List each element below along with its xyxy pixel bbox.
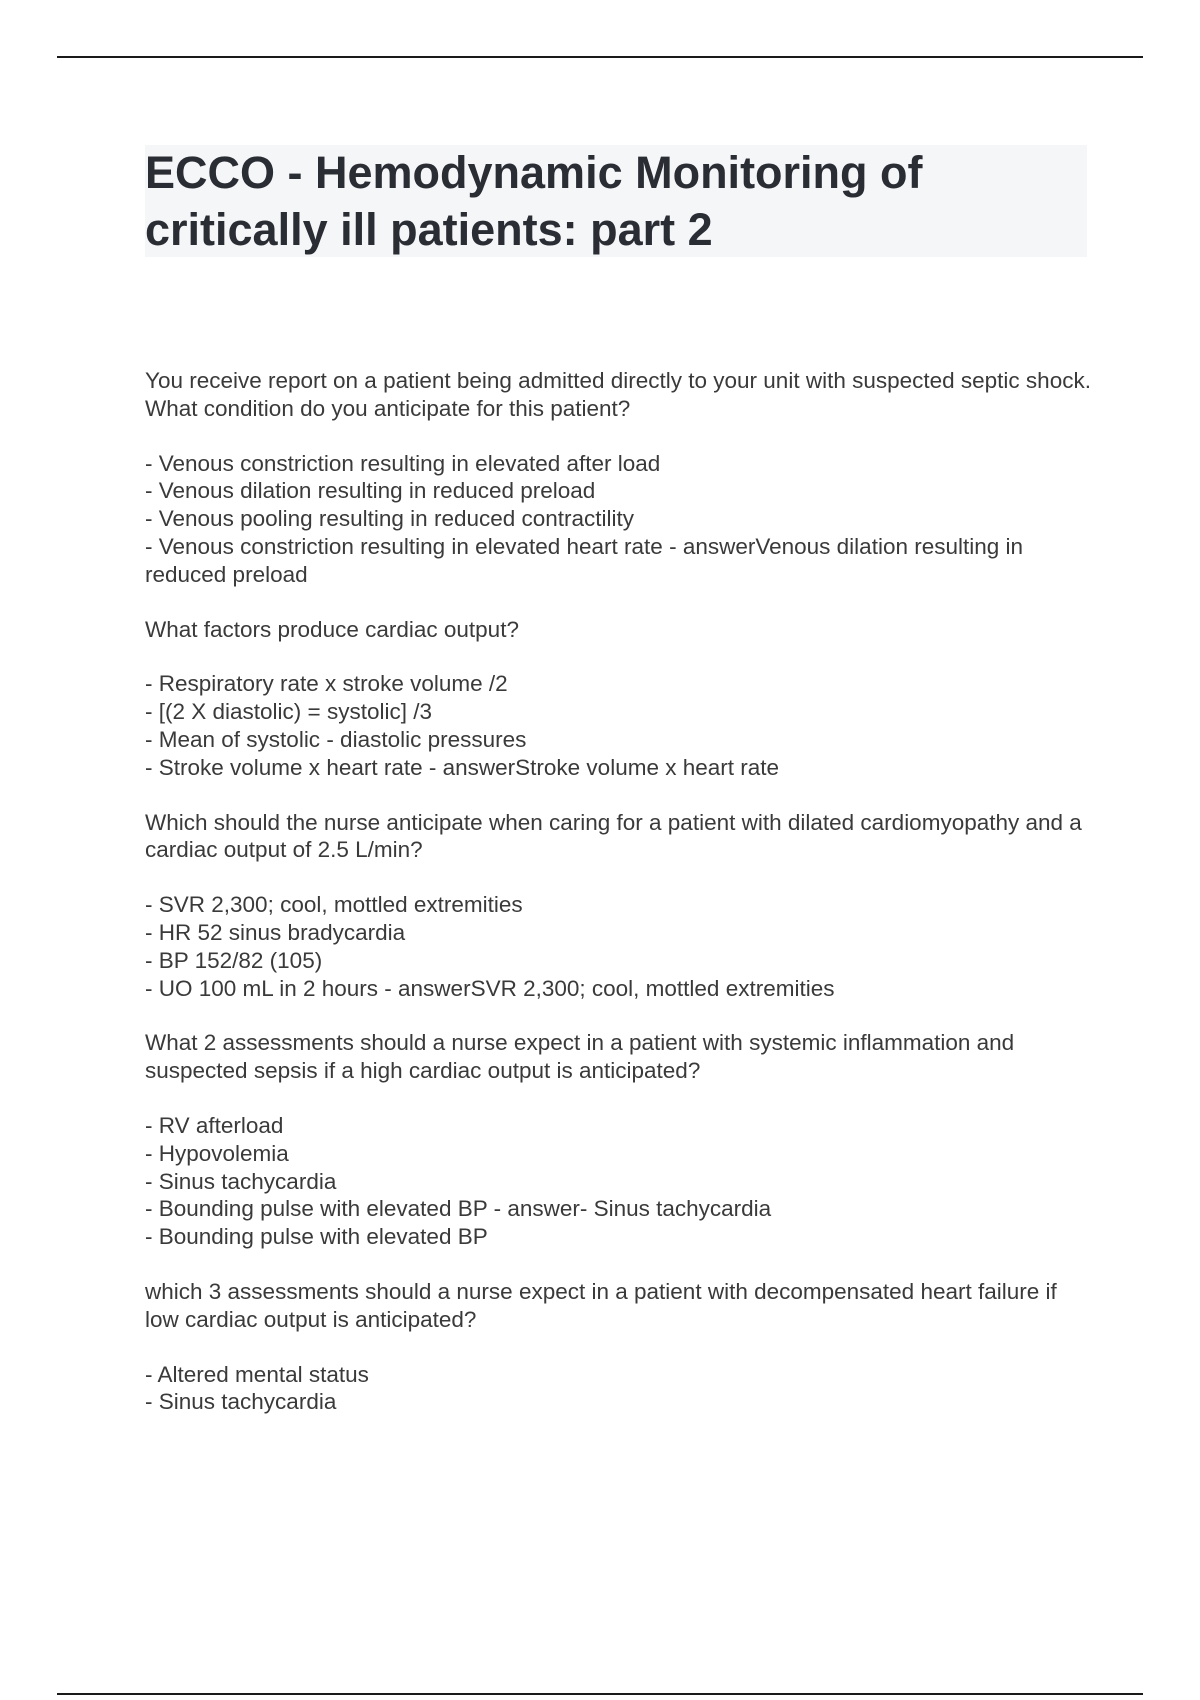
document-title: ECCO - Hemodynamic Monitoring of critically ill patients: part 2 bbox=[145, 147, 923, 255]
top-divider bbox=[57, 56, 1143, 58]
option-text: Stroke volume x heart rate bbox=[158, 754, 423, 780]
option-list bbox=[145, 1112, 1095, 1251]
option-text: Sinus tachycardia bbox=[158, 1168, 337, 1194]
document-body bbox=[145, 367, 1095, 1443]
option-text: RV afterload bbox=[158, 1112, 284, 1138]
answer-text: answerStroke volume x heart rate bbox=[442, 754, 780, 780]
answer-extra-item bbox=[145, 1223, 1095, 1251]
option-item bbox=[145, 1388, 1095, 1416]
option-item bbox=[145, 1140, 1095, 1168]
bottom-divider bbox=[57, 1693, 1143, 1695]
question-text: What 2 assessments should a nurse expect in a patient with systemic inflammation and suspected sepsis if a high cardiac output is anticipated? bbox=[145, 1030, 1015, 1084]
option-text: Venous constriction resulting in elevated after load bbox=[158, 450, 661, 476]
option-text: UO 100 mL in 2 hours bbox=[158, 975, 379, 1001]
option-item bbox=[145, 505, 1095, 533]
question-text: Which should the nurse anticipate when caring for a patient with dilated cardiomyopathy and a cardiac output of 2.5 L/min? bbox=[145, 809, 1082, 863]
question-block bbox=[145, 809, 1095, 1003]
question-block bbox=[145, 367, 1095, 589]
option-item bbox=[145, 919, 1095, 947]
question-block bbox=[145, 616, 1095, 782]
option-text: Mean of systolic - diastolic pressures bbox=[158, 726, 527, 752]
option-text: HR 52 sinus bradycardia bbox=[158, 919, 406, 945]
option-item bbox=[145, 698, 1095, 726]
question-block bbox=[145, 1029, 1095, 1251]
option-item bbox=[145, 947, 1095, 975]
option-text: Venous dilation resulting in reduced preload bbox=[158, 478, 596, 504]
answer-text: answerVenous dilation resulting in reduced preload bbox=[145, 533, 1024, 587]
question-text: You receive report on a patient being admitted directly to your unit with suspected septic shock. What condition do you anticipate for this patient? bbox=[145, 368, 1091, 421]
option-text: Venous pooling resulting in reduced contractility bbox=[158, 506, 635, 532]
option-text: SVR 2,300; cool, mottled extremities bbox=[158, 892, 523, 918]
option-list bbox=[145, 891, 1095, 1002]
option-text: BP 152/82 (105) bbox=[158, 947, 323, 973]
question-block bbox=[145, 1278, 1095, 1416]
option-item bbox=[145, 670, 1095, 698]
answer-text: answer- Sinus tachycardia bbox=[507, 1196, 772, 1222]
option-text: Hypovolemia bbox=[158, 1140, 289, 1166]
option-item bbox=[145, 1361, 1095, 1389]
option-text: Sinus tachycardia bbox=[158, 1389, 337, 1415]
option-list bbox=[145, 670, 1095, 781]
answer-extra-text: Bounding pulse with elevated BP bbox=[158, 1224, 488, 1250]
option-item bbox=[145, 450, 1095, 478]
option-text: Altered mental status bbox=[157, 1361, 369, 1387]
option-text: Venous constriction resulting in elevated heart rate bbox=[158, 533, 663, 559]
option-item bbox=[145, 533, 1095, 589]
option-item bbox=[145, 891, 1095, 919]
option-item bbox=[145, 726, 1095, 754]
question-text: which 3 assessments should a nurse expect in a patient with decompensated heart failure if low cardiac output is anticipated? bbox=[145, 1278, 1057, 1332]
option-text: Bounding pulse with elevated BP bbox=[158, 1196, 488, 1222]
question-text: What factors produce cardiac output? bbox=[145, 616, 519, 642]
option-list bbox=[145, 1361, 1095, 1417]
option-item bbox=[145, 754, 1095, 782]
option-text: Respiratory rate x stroke volume /2 bbox=[158, 671, 508, 697]
option-item bbox=[145, 1195, 1095, 1223]
answer-text: answerSVR 2,300; cool, mottled extremities bbox=[398, 975, 835, 1001]
option-item bbox=[145, 477, 1095, 505]
option-text: [(2 X diastolic) = systolic] /3 bbox=[158, 699, 432, 725]
option-item bbox=[145, 1112, 1095, 1140]
option-item bbox=[145, 1168, 1095, 1196]
option-list bbox=[145, 450, 1095, 589]
option-item bbox=[145, 975, 1095, 1003]
